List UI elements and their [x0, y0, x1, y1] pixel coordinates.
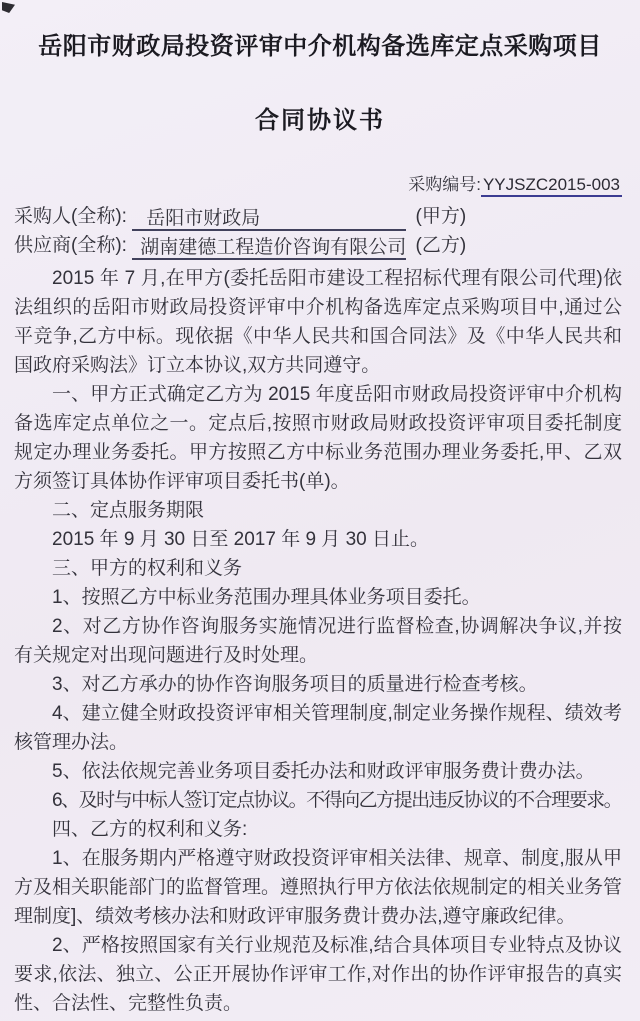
- contract-paragraph: 2、对乙方协作咨询服务实施情况进行监督检查,协调解决争议,并按有关规定对出现问题进行及时处理。: [14, 616, 622, 666]
- contract-paragraph: 三、甲方的权利和义务: [52, 558, 243, 579]
- parties-block: [14, 202, 622, 260]
- document-subtitle: 合同协议书: [255, 107, 385, 134]
- contract-paragraph: 二、定点服务期限: [52, 500, 205, 521]
- supplier-role: (乙方): [415, 235, 467, 256]
- contract-paragraph: 四、乙方的权利和义务:: [52, 819, 248, 840]
- contract-paragraph: 5、依法依规完善业务项目委托办法和财政评审服务费计费办法。: [52, 761, 595, 782]
- scan-artifact: [2, 2, 15, 13]
- contract-paragraph: 一、甲方正式确定乙方为 2015 年度岳阳市财政局投资评审中介机构备选库定点单位之一。定点后,按照市财政局财政投资评审项目委托制度规定办理业务委托。甲方按照乙方中标业务范围办理业务委托,甲、乙双方须签订具体协作评审项目委托书(单)。: [14, 384, 622, 492]
- contract-paragraph: 6、及时与中标人签订定点协议。不得向乙方提出违反协议的不合理要求。: [52, 790, 622, 811]
- contract-paragraph: 1、在服务期内严格遵守财政投资评审相关法律、规章、制度,服从甲方及相关职能部门的监督管理。遵照执行甲方依法依规制定的相关业务管理制度]、绩效考核办法和财政评审服务费计费办法,遵守廉政纪律。: [14, 848, 623, 927]
- supplier-value-underline: [132, 233, 406, 260]
- contract-paragraph: 2015 年 9 月 30 日至 2017 年 9 月 30 日止。: [52, 529, 430, 550]
- contract-paragraph: 4、建立健全财政投资评审相关管理制度,制定业务操作规程、绩效考核管理办法。: [14, 703, 622, 753]
- contract-paragraph: 2、严格按照国家有关行业规范及标准,结合具体项目专业特点及协议要求,依法、独立、公正开展协作评审工作,对作出的协作评审报告的真实性、合法性、完整性负责。: [14, 935, 622, 1014]
- procurement-number-row: [0, 174, 622, 196]
- document-title: 岳阳市财政局投资评审中介机构备选库定点采购项目: [38, 33, 602, 60]
- contract-paragraph: 1、按照乙方中标业务范围办理具体业务项目委托。: [52, 587, 481, 608]
- purchaser-role: (甲方): [415, 206, 467, 227]
- supplier-label: 供应商(全称):: [14, 235, 127, 256]
- contract-body: [14, 264, 622, 1018]
- purchaser-row: [14, 202, 622, 231]
- supplier-value: 湖南建德工程造价咨询有限公司: [140, 237, 407, 258]
- contract-paragraph: 3、对乙方承办的协作咨询服务项目的质量进行检查考核。: [52, 674, 538, 695]
- purchaser-value: 岳阳市财政局: [146, 208, 261, 229]
- procurement-number-value: YYJSZC2015-003: [481, 175, 622, 197]
- procurement-number-label: 采购编号:: [408, 175, 481, 194]
- contract-paragraph: 2015 年 7 月,在甲方(委托岳阳市建设工程招标代理有限公司代理)依法组织的岳阳市财政局投资评审中介机构备选库定点采购项目中,通过公平竞争,乙方中标。现依据《中华人民共和国合同法》及《中华人民共和国政府采购法》订立本协议,双方共同遵守。: [14, 268, 622, 376]
- purchaser-label: 采购人(全称):: [14, 206, 127, 227]
- purchaser-value-underline: [132, 204, 406, 231]
- supplier-row: [14, 231, 622, 260]
